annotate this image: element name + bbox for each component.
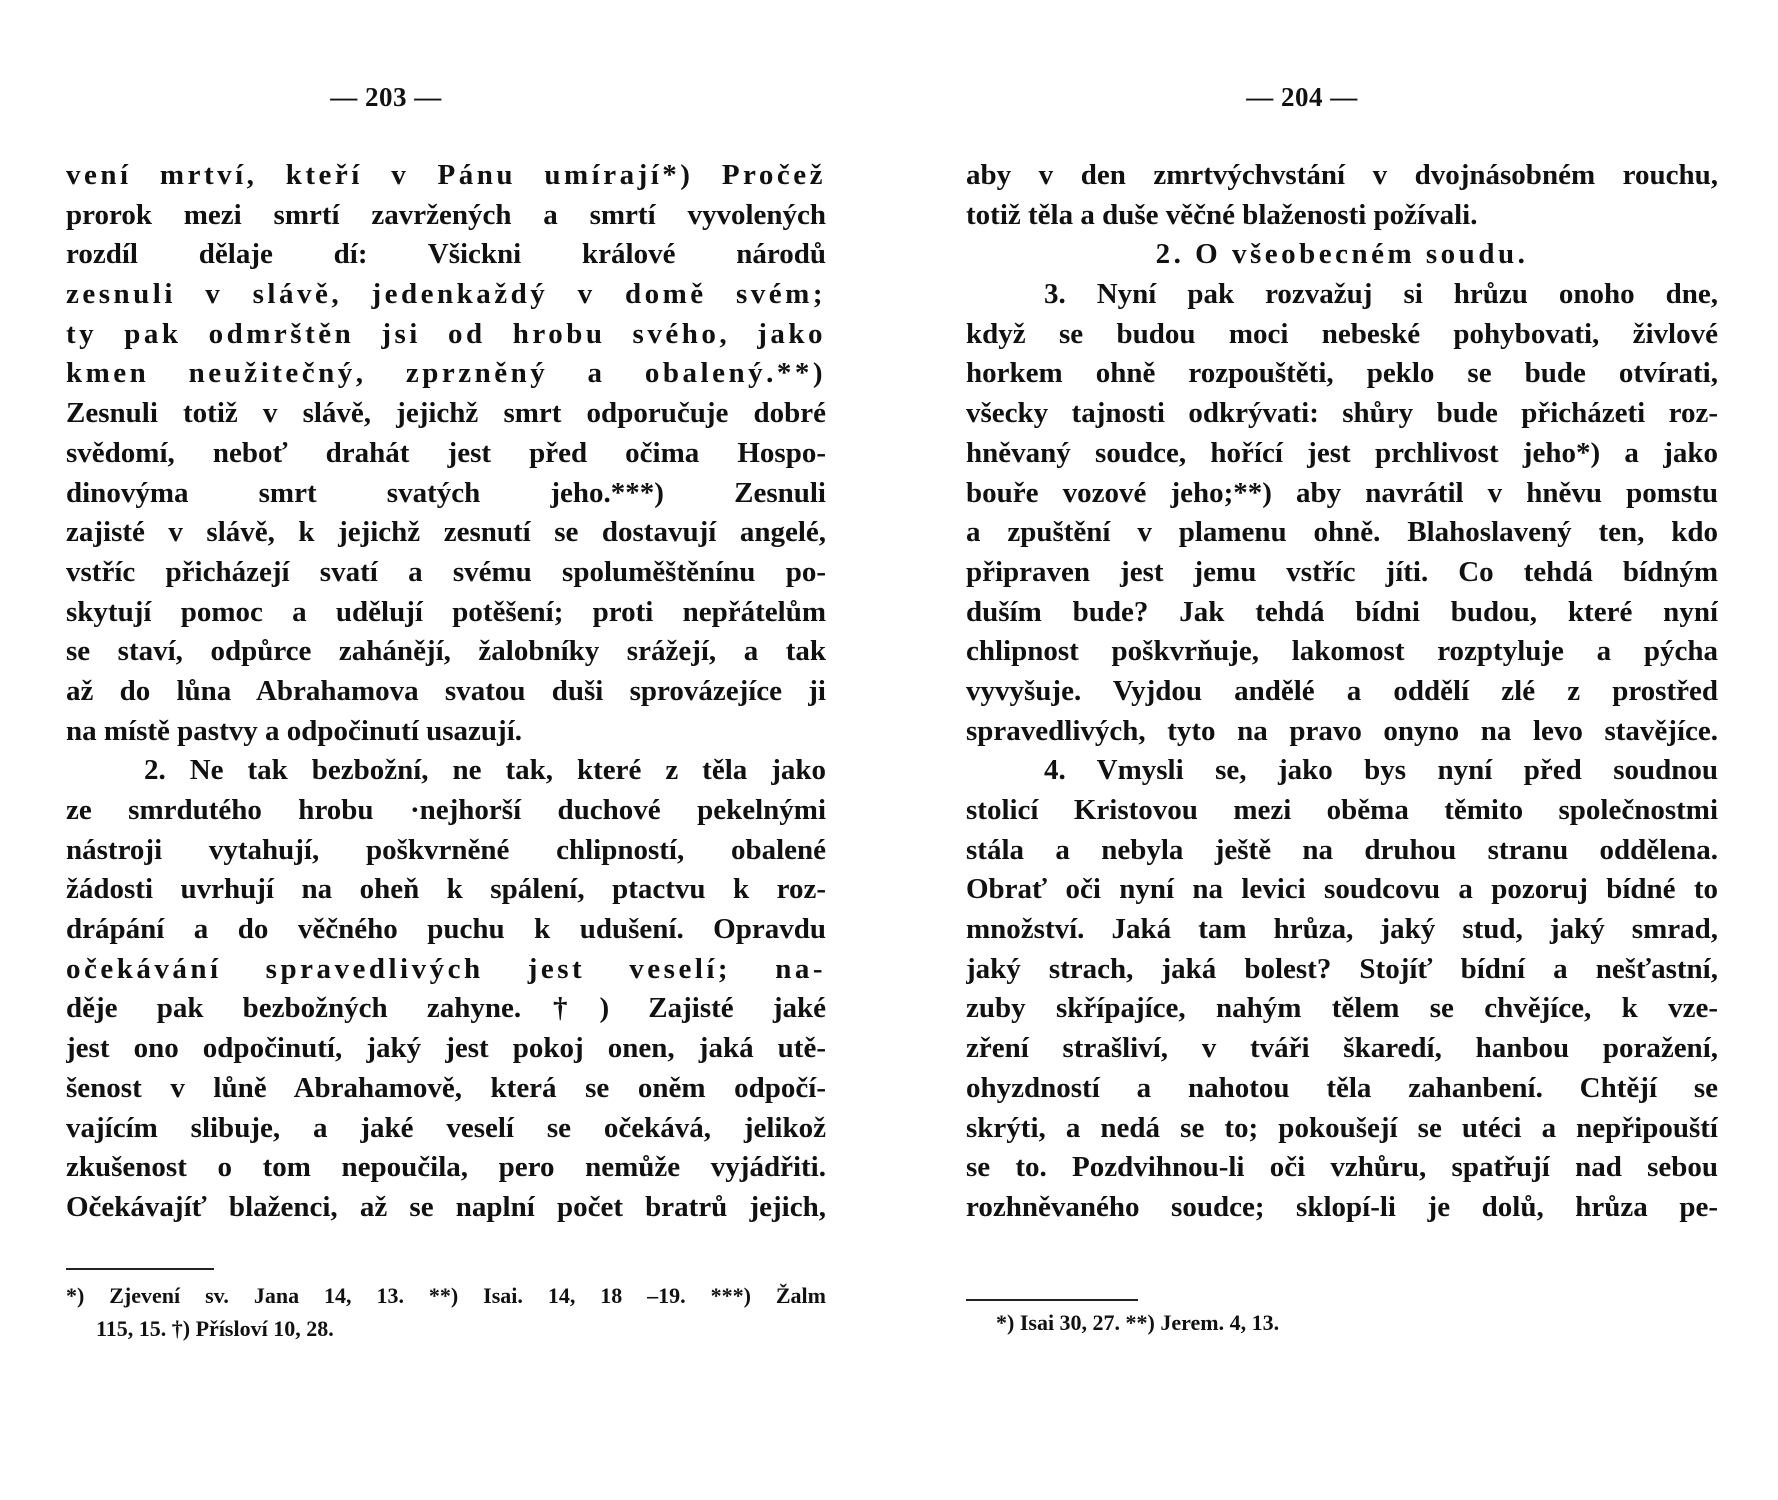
text-line: vstříc přicházejí svatí a svému spoluměštěnínu po- [66,555,826,588]
text-line: rozhněvaného soudce; sklopí-li je dolů, hrůza pe- [966,1190,1718,1223]
text-line: zkušenost o tom nepoučila, pero nemůže vyjádřiti. [66,1151,826,1184]
text-line: drápání a do věčného puchu k udušení. Opravdu [66,913,826,946]
text-line: ohyzdností a nahotou těla zahanbení. Chtějí se [966,1071,1718,1104]
text-line: svědomí, neboť drahát jest před očima Hospo- [66,436,826,469]
text-line: stála a nebyla ještě na druhou stranu oddělena. [966,833,1718,866]
text-line: duším bude? Jak tehdá bídni budou, které nyní [966,595,1718,628]
text-line: a zpuštění v plamenu ohně. Blahoslavený ten, kdo [966,516,1718,549]
text-line: stolicí Kristovou mezi oběma těmito společnostmi [966,794,1718,826]
text-line: skrýti, a nedá se to; pokoušejí se utéci a nepřipouští [966,1111,1718,1144]
text-line: vajícím slibuje, a jaké veselí se očekává, jelikož [66,1111,826,1144]
page-number: — 203 — [330,82,442,112]
text-line: zuby skřípajíce, nahým tělem se chvějíce, k vze- [966,992,1718,1025]
text-line: ty pak odmrštěn jsi od hrobu svého, jako [66,317,826,350]
text-line: když se budou moci nebeské pohybovati, živlové [966,317,1718,350]
text-line: horkem ohně rozpouštěti, peklo se bude otvírati, [966,357,1718,390]
footnote-line: 115, 15. †) Přísloví 10, 28. [96,1316,334,1341]
text-line: skytují pomoc a udělují potěšení; proti nepřátelům [66,595,826,628]
right-page [966,0,1718,1500]
footnote-line: *) Zjevení sv. Jana 14, 13. **) Isai. 14, 18 –19. ***) Žalm [66,1283,826,1308]
text-line: Očekávajíť blaženci, až se naplní počet bratrů jejich, [66,1190,826,1223]
page-body [966,156,1718,1228]
text-line: 3. Nyní pak rozvažuj si hrůzu onoho dne, [1044,278,1718,311]
text-line: všecky tajnosti odkrývati: shůry bude přicházeti roz- [966,397,1718,430]
text-line: 2. Ne tak bezbožní, ne tak, které z těla jako [144,754,826,787]
text-line: aby v den zmrtvýchvstání v dvojnásobném rouchu, [966,159,1718,191]
text-line: prorok mezi smrtí zavržených a smrtí vyvolených [66,198,826,231]
text-line: dinovýma smrt svatých jeho.***) Zesnuli [66,476,826,509]
text-line: jest ono odpočinutí, jaký jest pokoj onen, jaká utě- [66,1032,826,1065]
text-line: množství. Jaká tam hrůza, jaký stud, jaký smrad, [966,913,1718,946]
page-number: — 204 — [1246,82,1358,112]
text-line: Obrať oči nyní na levici soudcovu a pozoruj bídné to [966,873,1718,906]
footnote-divider [966,1299,1138,1302]
text-line: chlipnost poškvrňuje, lakomost rozptyluje a pýcha [966,635,1718,668]
text-line: kmen neužitečný, zprzněný a obalený.**) [66,357,826,390]
text-line: zření strašliví, v tváři škaredí, hanbou poražení, [966,1032,1718,1065]
text-line: očekávání spravedlivých jest veselí; na- [66,952,826,985]
text-line: až do lůna Abrahamova svatou duši sprovázejíce ji [66,674,826,707]
footnote-line: *) Isai 30, 27. **) Jerem. 4, 13. [996,1310,1280,1335]
text-line: na místě pastvy a odpočinutí usazují. [66,714,523,747]
footnotes [966,1306,1718,1339]
text-line: vyvyšuje. Vyjdou andělé a oddělí zlé z prostřed [966,674,1718,707]
page-body [66,156,826,1228]
section-heading: 2. O všeobecném soudu. [1155,238,1529,271]
text-line: vení mrtví, kteří v Pánu umírají*) Pročež [66,159,826,191]
text-line: totiž těla a duše věčné blaženosti požívali. [966,198,1478,231]
footnotes [66,1279,826,1345]
text-line: spravedlivých, tyto na pravo onyno na levo stavějíce. [966,714,1718,747]
text-line: rozdíl dělaje dí: Všickni králové národů [66,238,826,271]
text-line: děje pak bezbožných zahyne.†) Zajisté jaké [66,992,826,1025]
text-line: zajisté v slávě, k jejichž zesnutí se dostavují angelé, [66,516,826,549]
text-line: 4. Vmysli se, jako bys nyní před soudnou [1044,754,1718,787]
text-line: připraven jest jemu vstříc jíti. Co tehdá bídným [966,555,1718,588]
text-line: hněvaný soudce, hořící jest prchlivost jeho*) a jako [966,436,1718,469]
left-page [66,0,826,1500]
text-line: se to. Pozdvihnou-li oči vzhůru, spatřují nad sebou [966,1151,1718,1184]
text-line: Zesnuli totiž v slávě, jejichž smrt odporučuje dobré [66,397,826,430]
text-line: bouře vozové jeho;**) aby navrátil v hněvu pomstu [966,476,1718,509]
text-line: jaký strach, jaká bolest? Stojíť bídní a nešťastní, [966,952,1718,985]
text-line: šenost v lůně Abrahamově, která se oněm odpočí- [66,1071,826,1104]
text-line: ze smrdutého hrobu ·nejhorší duchové pekelnými [66,794,826,826]
footnote-divider [66,1268,214,1271]
text-line: zesnuli v slávě, jedenkaždý v domě svém; [66,278,826,311]
text-line: žádosti uvrhují na oheň k spálení, ptactvu k roz- [66,873,826,906]
text-line: nástroji vytahují, poškvrněné chlipností, obalené [66,833,826,866]
text-line: se staví, odpůrce zahánějí, žalobníky srážejí, a tak [66,635,826,668]
